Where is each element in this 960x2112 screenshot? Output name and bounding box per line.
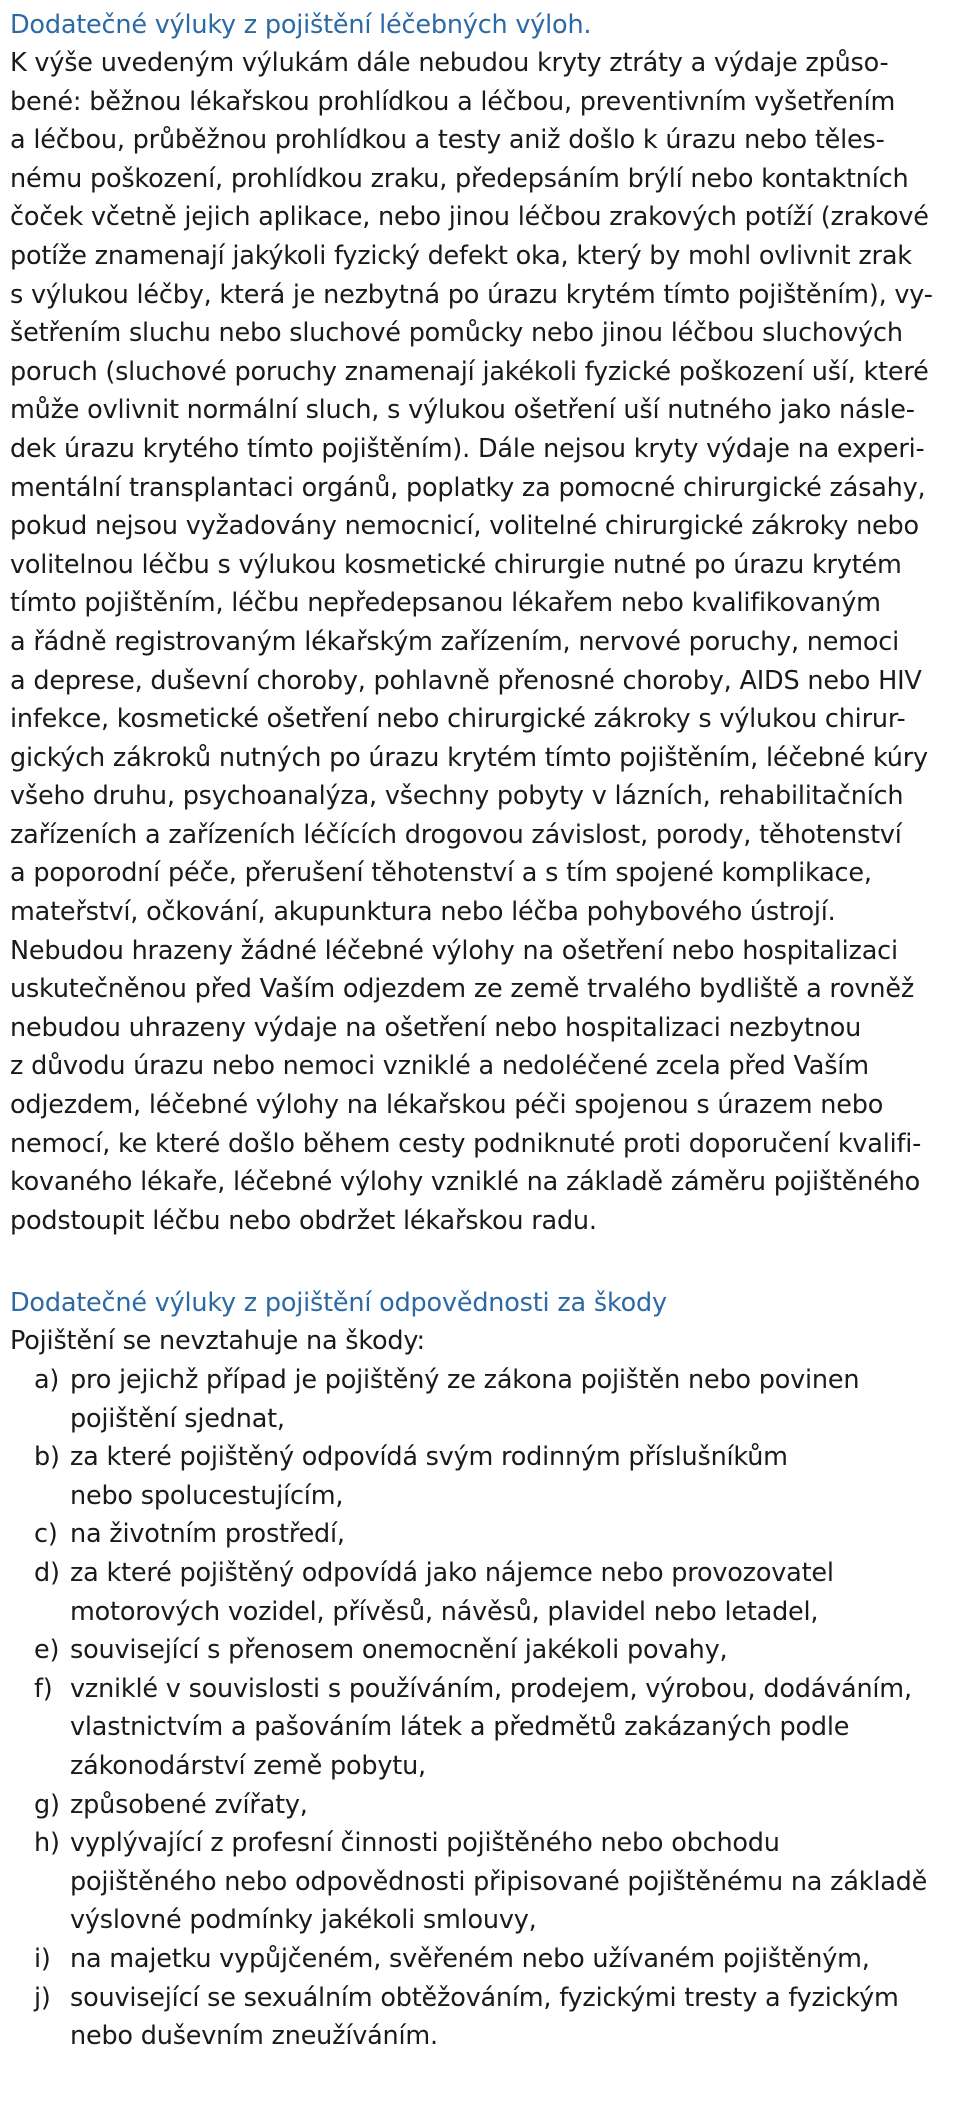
list-marker: i): [34, 1943, 51, 1974]
list-item-text: za které pojištěný odpovídá jako nájemce nebo provozovatel motorových vozidel, přívěsů, návěsů, plavidel nebo letadel,: [70, 1557, 834, 1627]
list-item: [10, 1824, 950, 1940]
liability-exclusions-section: [10, 1284, 950, 2055]
list-item: [10, 1786, 950, 1825]
list-marker: f): [34, 1673, 53, 1704]
list-item: [10, 1515, 950, 1554]
section-title-medical-exclusions: Dodatečné výluky z pojištění léčebných výloh.: [10, 10, 592, 40]
list-item: [10, 1438, 950, 1515]
list-item: [10, 1361, 950, 1438]
list-marker: e): [34, 1635, 60, 1666]
list-marker: c): [34, 1519, 58, 1550]
liability-exclusions-list: [10, 1361, 950, 2056]
medical-exclusions-body: K výše uvedeným výlukám dále nebudou kryty ztráty a výdaje způso- bené: běžnou lékařskou prohlídkou a léčbou, preventivním vyšetřením a léčbou, průběžnou prohlídkou a testy aniž došlo k úrazu nebo těles- nému poškození, prohlídkou zraku, předepsáním brýlí nebo kontaktních čoček včetně jejich aplikace, nebo jinou léčbou zrakových potíží (zrakové potíže znamenají jakýkoli fyzický defekt oka, který by mohl ovlivnit zrak s výlukou léčby, která je nezbytná po úrazu krytém tímto pojištěním), vy- šetřením sluchu nebo sluchové pomůcky nebo jinou léčbou sluchových poruch (sluchové poruchy znamenají jakékoli fyzické poškození uší, které může ovlivnit normální sluch, s výlukou ošetření uší nutného jako násle- dek úrazu krytého tímto pojištěním). Dále nejsou kryty výdaje na experi- mentální transplantaci orgánů, poplatky za pomocné chirurgické zásahy, pokud nejsou vyžadovány nemocnicí, volitelné chirurgické zákroky nebo volitelnou léčbu s výlukou kosmetické chirurgie nutné po úrazu krytém tímto pojištěním, léčbu nepředepsanou lékařem nebo kvalifikovaným a řádně registrovaným lékařským zařízením, nervové poruchy, nemoci a deprese, duševní choroby, pohlavně přenosné choroby, AIDS nebo HIV infekce, kosmetické ošetření nebo chirurgické zákroky s výlukou chirur- gických zákroků nutných po úrazu krytém tímto pojištěním, léčebné kúry všeho druhu, psychoanalýza, všechny pobyty v lázních, rehabilitačních zařízeních a zařízeních léčících drogovou závislost, porody, těhotenství a poporodní péče, přerušení těhotenství a s tím spojené komplikace, mateřství, očkování, akupunktura nebo léčba pohybového ústrojí. Nebudou hrazeny žádné léčebné výlohy na ošetření nebo hospitalizaci uskutečněnou před Vaším odjezdem ze země trvalého bydliště a rovněž nebudou uhrazeny výdaje na ošetření nebo hospitalizaci nezbytnou z důvodu úrazu nebo nemoci vzniklé a nedoléčené zcela před Vaším odjezdem, léčebné výlohy na lékařskou péči spojenou s úrazem nebo nemocí, ke které došlo během cesty podniknuté proti doporučení kvalifi- kovaného lékaře, léčebné výlohy vzniklé na základě záměru pojištěného podstoupit léčbu nebo obdržet lékařskou radu.: [10, 48, 933, 1236]
section-title-liability-exclusions: Dodatečné výluky z pojištění odpovědnosti za škody: [10, 1288, 667, 1319]
list-marker: d): [34, 1557, 60, 1588]
list-marker: b): [34, 1442, 60, 1473]
list-item: [10, 1554, 950, 1631]
list-item-text: za které pojištěný odpovídá svým rodinným příslušníkům nebo spolucestujícím,: [70, 1442, 788, 1511]
list-item-text: související s přenosem onemocnění jakékoli povahy,: [70, 1635, 728, 1666]
list-item-text: související se sexuálním obtěžováním, fyzickými tresty a fyzickým nebo duševním zneužíváním.: [70, 1982, 899, 2052]
medical-exclusions-section: [10, 6, 950, 1240]
list-item-text: na majetku vypůjčeném, svěřeném nebo užívaném pojištěným,: [70, 1943, 870, 1974]
list-item: [10, 1631, 950, 1670]
list-item: [10, 1979, 950, 2056]
list-item-text: vyplývající z profesní činnosti pojištěného nebo obchodu pojištěného nebo odpovědnosti připisované pojištěnému na základě výslovné podmínky jakékoli smlouvy,: [70, 1828, 928, 1936]
list-item: [10, 1670, 950, 1786]
list-marker: h): [34, 1828, 60, 1859]
list-item-text: způsobené zvířaty,: [70, 1789, 308, 1820]
list-item: [10, 1940, 950, 1979]
list-marker: j): [34, 1982, 51, 2013]
list-item-text: pro jejichž případ je pojištěný ze zákona pojištěn nebo povinen pojištění sjednat,: [70, 1365, 860, 1434]
list-marker: a): [34, 1365, 60, 1395]
list-marker: g): [34, 1789, 60, 1820]
list-item-text: vzniklé v souvislosti s používáním, prodejem, výrobou, dodáváním, vlastnictvím a pašováním látek a předmětů zakázaných podle zákonodárství země pobytu,: [70, 1673, 912, 1781]
document-page: [10, 6, 950, 2056]
list-item-text: na životním prostředí,: [70, 1519, 345, 1550]
liability-exclusions-intro: Pojištění se nevztahuje na škody:: [10, 1326, 425, 1357]
